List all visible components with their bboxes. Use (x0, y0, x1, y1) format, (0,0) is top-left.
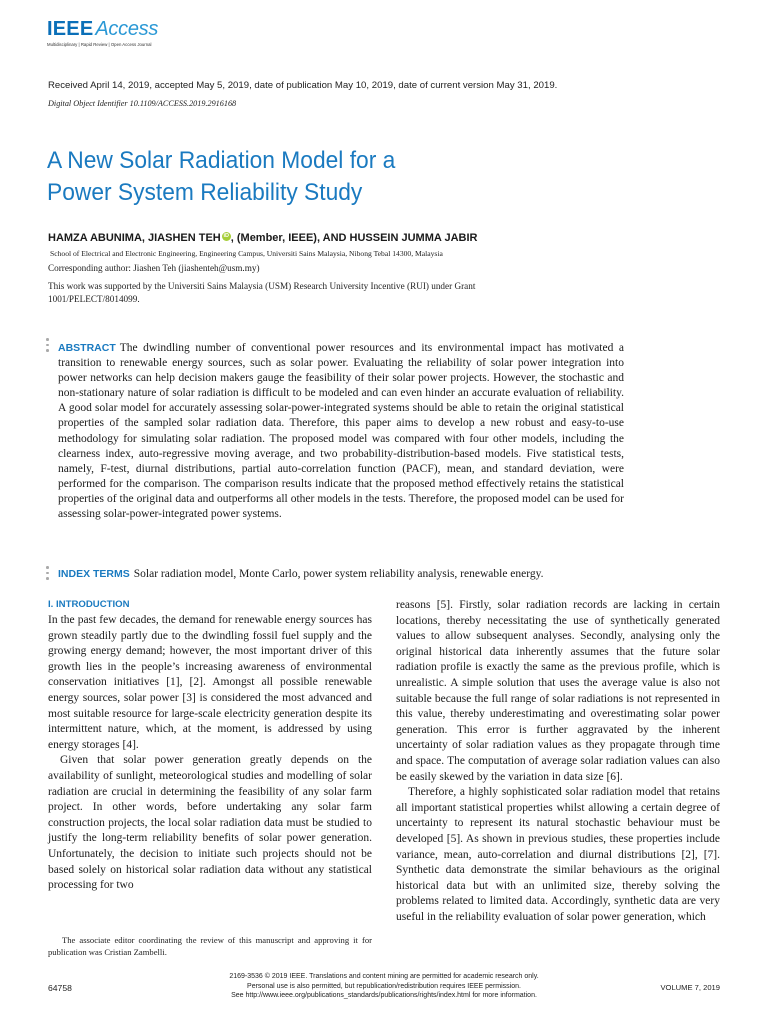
logo-access-text: Access (95, 18, 159, 40)
volume-label: VOLUME 7, 2019 (660, 983, 720, 992)
doi-line: Digital Object Identifier 10.1109/ACCESS.2019.2916168 (48, 99, 237, 108)
abstract (58, 341, 624, 522)
title-line-1: A New Solar Radiation Model for a (47, 147, 396, 174)
index-terms-label: INDEX TERMS (58, 568, 130, 580)
left-column (48, 598, 372, 894)
authors-part-1: HAMZA ABUNIMA, JIASHEN TEH (48, 232, 221, 244)
paragraph: Given that solar power generation greatly depends on the availability of sunlight, meteorological studies and modelling of solar radiation are crucial in determining the feasibility of any solar farm project. In other words, before undertaking any solar farm construction projects, the local solar radiation data must be studied to justify the long-term reliability benefits of solar power generation. Unfortunately, the decision to initiate such projects should not be based solely on historical solar radiation data without any statistical processing for two (48, 754, 372, 892)
index-terms (58, 568, 544, 580)
paragraph: In the past few decades, the demand for renewable energy sources has grown steadily partly due to the dwindling fossil fuel supply and the growing energy demand; however, the most important driver of this growth lies in the people’s increasing awareness of environmental conservation initiatives [1], [2]. Amongst all possible renewable energy sources, solar power [3] is considered the most advanced and most suitable resource for large-scale electricity generation despite its intermittent nature, which, at the moment, is addressed by using energy storages [4]. (48, 614, 372, 751)
right-column (396, 598, 720, 925)
abstract-marker-icon (46, 338, 50, 355)
paper-title (47, 145, 568, 209)
affiliation: School of Electrical and Electronic Engineering, Engineering Campus, Universiti Sains Malaysia, Nibong Tebal 14300, Malaysia (50, 249, 443, 258)
funding-line-2: 1001/PELECT/8014099. (48, 293, 140, 304)
license-notice (184, 972, 584, 1001)
orcid-icon[interactable]: iD (223, 233, 229, 239)
license-line-2: Personal use is also permitted, but republication/redistribution requires IEEE permission. (247, 982, 521, 990)
funding-line-1: This work was supported by the Universiti Sains Malaysia (USM) Research University Incentive (RUI) under Grant (48, 281, 476, 291)
title-line-2: Power System Reliability Study (47, 179, 363, 206)
abstract-text: The dwindling number of conventional power resources and its environmental impact has motivated a transition to renewable energy sources, such as solar power. Evaluating the reliability of solar power integration into power networks can help decision makers gauge the feasibility of their solar power projects. However, the stochastic and non-stationary nature of solar radiation is difficult to be modeled and can even hinder an accurate evaluation of reliability. A good solar model for accurately assessing solar-power-integrated systems should be able to retain the original statistical properties of the sampled solar radiation data. Therefore, this paper aims to develop a new robust and easy-to-use methodology for simulating solar radiation. The proposed model was compared with four other models, including the clearness index, auto-regressive moving average, and two probability-distribution-based models. Five statistical tests, namely, F-test, diurnal distributions, partial auto-correlation function (PACF), mean, and standard deviation, were performed for the comparison. The comparison results indicate that the proposed method effectively retains the statistical properties of the original data and outperforms all other models in the tests. Therefore, the proposed model can be used for assessing solar-power-integrated power systems. (58, 342, 624, 521)
publication-dates: Received April 14, 2019, accepted May 5, 2019, date of publication May 10, 2019, date of current version May 31, 2019. (48, 80, 558, 91)
license-line-3: See http://www.ieee.org/publications_standards/publications/rights/index.html for more information. (231, 992, 537, 1000)
abstract-label: ABSTRACT (58, 342, 116, 354)
author-list (48, 232, 477, 244)
editor-footnote: The associate editor coordinating the review of this manuscript and approving it for publication was Cristian Zambelli. (48, 935, 372, 957)
section-heading-introduction: I. INTRODUCTION (48, 599, 130, 610)
corresponding-author: Corresponding author: Jiashen Teh (jiashenteh@usm.my) (48, 263, 260, 273)
index-terms-marker-icon (46, 566, 50, 583)
logo-tagline: Multidisciplinary | Rapid Review | Open Access Journal (47, 42, 152, 47)
page-number: 64758 (48, 983, 72, 993)
license-line-1: 2169-3536 © 2019 IEEE. Translations and content mining are permitted for academic research only. (229, 973, 539, 980)
logo-ieee-text: IEEE (47, 18, 94, 40)
paragraph: reasons [5]. Firstly, solar radiation records are lacking in certain locations, thereby necessitating the use of synthetically generated values to allow subsequent analyses. Secondly, analysing only the original historical data inherently assumes that the future solar radiation profile is exactly the same as the previous profile, which is unrealistic. A simple solution that uses the average value is also not suitable because the full range of solar radiations is not represented in this value, thereby underestimating and overestimating solar power generation. This error is further aggravated by the inherent uncertainty of solar radiation values as they propagate through time and space. The computation of average solar radiation values can also be easily skewed by the variation in data size [6]. (396, 599, 720, 783)
index-terms-text: Solar radiation model, Monte Carlo, power system reliability analysis, renewable energy. (133, 568, 544, 580)
authors-part-2: , (Member, IEEE), AND HUSSEIN JUMMA JABIR (230, 232, 478, 244)
paragraph: Therefore, a highly sophisticated solar radiation model that retains all important statistical properties whilst allowing a certain degree of uncertainty to represent its natural stochastic behaviour must be developed [5]. As shown in previous studies, these properties include variance, mean, auto-correlation and diurnal distributions [2], [7]. Synthetic data demonstrate the similar behaviours as the original historical data but with an unlimited size, thereby solving the problems related to limited data. Accordingly, synthetic data are very useful in the reliability evaluation of solar power generation, which (396, 786, 720, 923)
journal-logo (47, 18, 158, 47)
funding-note (48, 280, 568, 305)
